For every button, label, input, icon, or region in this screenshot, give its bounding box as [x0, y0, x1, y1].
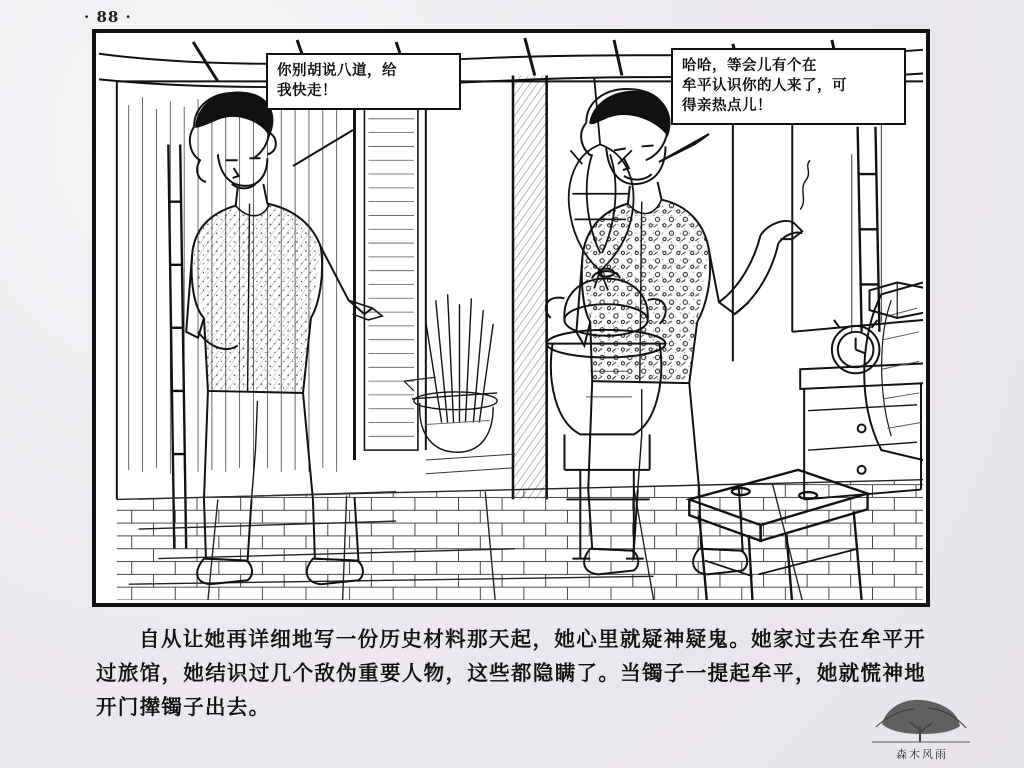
balloon-tail-right	[655, 132, 715, 172]
balloon-left-line-1: 你别胡说八道，给	[277, 62, 397, 79]
speech-balloon-left	[266, 53, 461, 110]
comic-panel	[92, 29, 930, 607]
signature-text: 森木风雨	[896, 748, 948, 761]
balloon-right-line-1: 哈哈，等会儿有个在	[682, 57, 817, 74]
balloon-right-line-2: 牟平认识你的人来了，可	[682, 77, 847, 94]
tree-icon	[842, 690, 1002, 748]
page-number: · 88 ·	[84, 8, 132, 26]
caption-block	[96, 622, 926, 724]
signature-watermark	[842, 690, 1002, 762]
speech-balloon-right	[671, 48, 906, 125]
balloon-left-line-2: 我快走！	[277, 82, 337, 99]
caption-text: 自从让她再详细地写一份历史材料那天起，她心里就疑神疑鬼。她家过去在牟平开过旅馆，她结识过几个敌伪重要人物，这些都隐瞒了。当镯子一提起牟平，她就慌神地开门撵镯子出去。	[96, 627, 926, 719]
comic-panel-inner	[99, 36, 923, 600]
balloon-tail-left	[287, 128, 357, 174]
balloon-right-line-3: 得亲热点儿！	[682, 97, 772, 114]
